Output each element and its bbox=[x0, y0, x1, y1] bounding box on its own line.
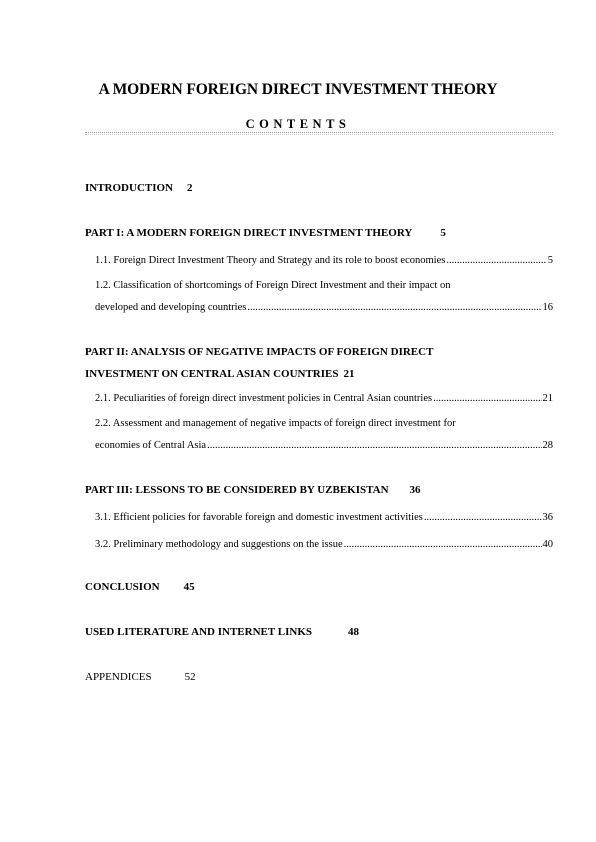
toc-entry-page: 36 bbox=[409, 484, 421, 496]
toc-entry-page: 52 bbox=[184, 671, 196, 683]
leader-dots bbox=[344, 535, 542, 555]
toc-subentry-text: 3.2. Preliminary methodology and suggestions on the issue bbox=[95, 539, 343, 550]
toc-entry-label: PART I: A MODERN FOREIGN DIRECT INVESTMENT THEORY bbox=[85, 227, 413, 239]
toc-subentry-text-line1: 1.2. Classification of shortcomings of Foreign Direct Investment and their impact on bbox=[95, 280, 451, 291]
toc-subentry-1-2[interactable] bbox=[95, 276, 553, 318]
toc-entry-conclusion[interactable] bbox=[85, 577, 195, 597]
toc-entry-label-line2: INVESTMENT ON CENTRAL ASIAN COUNTRIES bbox=[85, 368, 339, 380]
toc-subentry-page: 36 bbox=[542, 512, 553, 523]
toc-subentry-text: 1.1. Foreign Direct Investment Theory and Strategy and its role to boost economies bbox=[95, 255, 446, 266]
toc-subentry-3-2[interactable] bbox=[95, 535, 553, 555]
toc-entry-page: 2 bbox=[187, 182, 193, 194]
leader-dots bbox=[424, 508, 542, 528]
toc-subentry-2-2[interactable] bbox=[95, 414, 553, 456]
toc-subentry-page: 28 bbox=[542, 440, 553, 451]
toc-subentry-page: 16 bbox=[542, 302, 553, 313]
toc-entry-literature[interactable] bbox=[85, 622, 359, 642]
toc-entry-label-line1: PART II: ANALYSIS OF NEGATIVE IMPACTS OF FOREIGN DIRECT bbox=[85, 346, 434, 358]
document-title: A MODERN FOREIGN DIRECT INVESTMENT THEORY bbox=[98, 81, 498, 98]
toc-subentry-text: 2.1. Peculiarities of foreign direct investment policies in Central Asian countries bbox=[95, 393, 433, 404]
toc-entry-page: 45 bbox=[183, 581, 195, 593]
toc-subentry-page: 5 bbox=[547, 255, 553, 266]
toc-entry-appendices[interactable] bbox=[85, 667, 196, 687]
toc-entry-label: INTRODUCTION bbox=[85, 182, 174, 194]
toc-entry-page: 21 bbox=[343, 368, 355, 380]
title-divider-secondary bbox=[85, 134, 553, 135]
contents-heading: CONTENTS bbox=[245, 117, 351, 131]
toc-entry-page: 5 bbox=[440, 227, 446, 239]
leader-dots bbox=[247, 298, 541, 318]
toc-subentry-text-line1: 2.2. Assessment and management of negative impacts of foreign direct investment for bbox=[95, 418, 456, 429]
toc-entry-introduction[interactable] bbox=[85, 178, 193, 198]
toc-subentry-text-line2: developed and developing countries bbox=[95, 302, 247, 313]
toc-entry-part-2[interactable] bbox=[85, 342, 433, 384]
title-divider bbox=[85, 132, 553, 133]
toc-subentry-1-1[interactable] bbox=[95, 251, 553, 271]
toc-subentry-text: 3.1. Efficient policies for favorable foreign and domestic investment activities bbox=[95, 512, 423, 523]
toc-entry-label: APPENDICES bbox=[85, 671, 152, 683]
toc-subentry-2-1[interactable] bbox=[95, 389, 553, 409]
leader-dots bbox=[433, 389, 541, 409]
leader-dots bbox=[446, 251, 546, 271]
toc-entry-label: PART III: LESSONS TO BE CONSIDERED BY UZBEKISTAN bbox=[85, 484, 389, 496]
toc-subentry-page: 21 bbox=[542, 393, 553, 404]
toc-entry-label: USED LITERATURE AND INTERNET LINKS bbox=[85, 626, 312, 638]
leader-dots bbox=[207, 436, 541, 456]
toc-entry-label: CONCLUSION bbox=[85, 581, 160, 593]
toc-subentry-page: 40 bbox=[542, 539, 553, 550]
toc-entry-part-3[interactable] bbox=[85, 480, 421, 500]
toc-entry-part-1[interactable] bbox=[85, 223, 446, 243]
toc-subentry-text-line2: economies of Central Asia bbox=[95, 440, 207, 451]
toc-entry-page: 48 bbox=[348, 626, 359, 638]
toc-subentry-3-1[interactable] bbox=[95, 508, 553, 528]
